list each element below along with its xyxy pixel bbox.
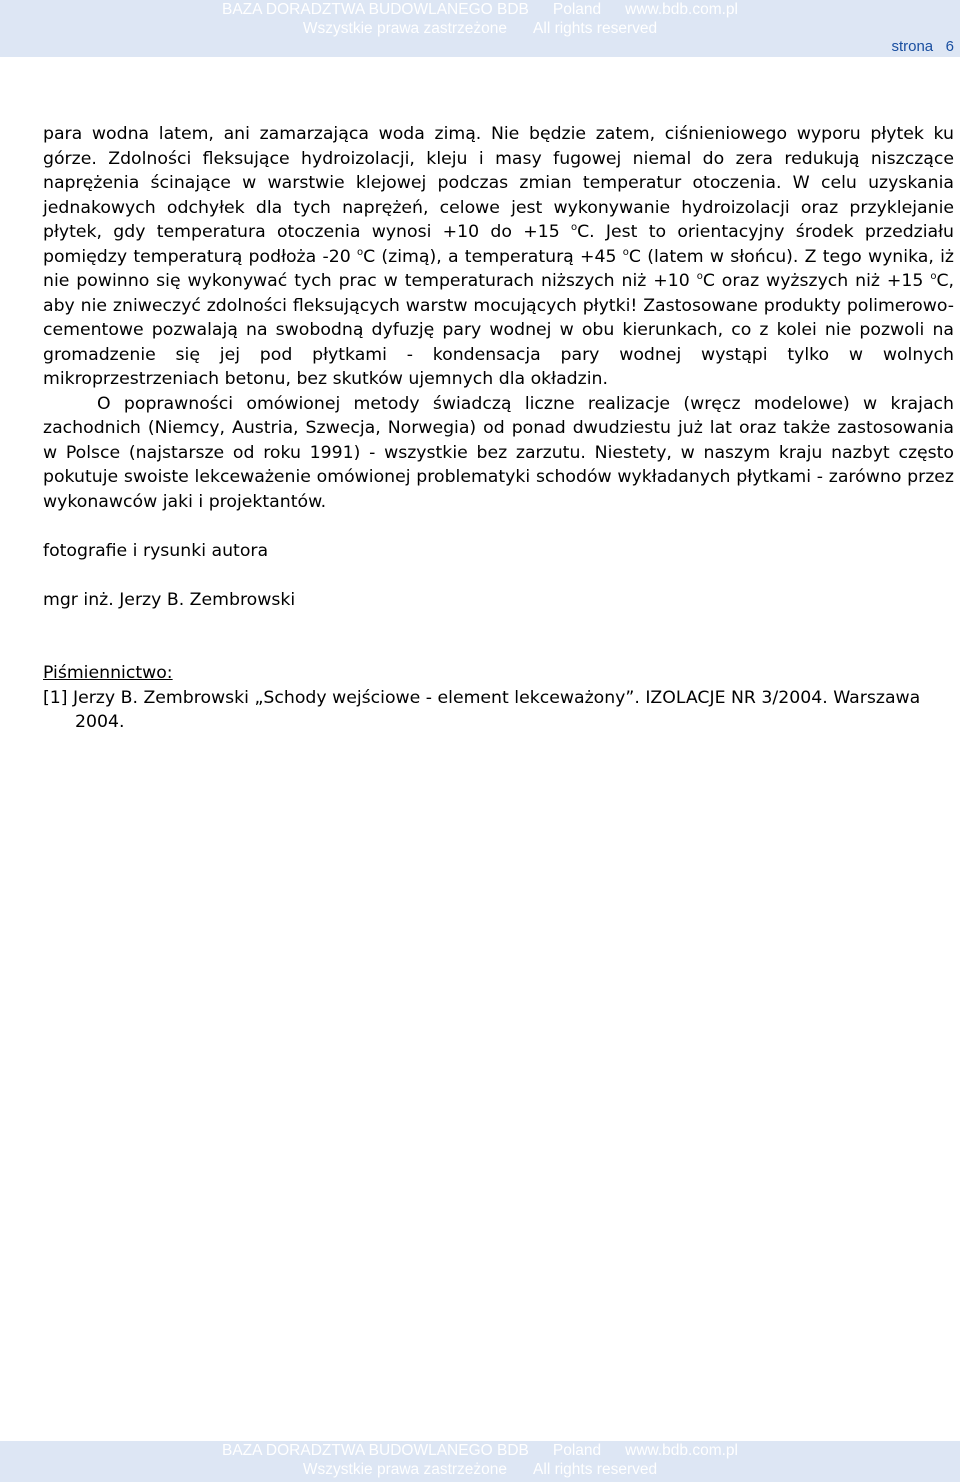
header-line-1 xyxy=(0,1,960,19)
references-heading xyxy=(43,661,954,686)
header-website: www.bdb.com.pl xyxy=(625,1,738,18)
footer-country: Poland xyxy=(552,1442,602,1459)
degree-mark: o xyxy=(696,271,703,282)
footer-org: BAZA DORADZTWA BUDOWLANEGO BDB xyxy=(221,1442,529,1459)
header-line-2 xyxy=(0,20,960,38)
paragraph-1 xyxy=(43,122,954,392)
footer-website: www.bdb.com.pl xyxy=(625,1442,738,1459)
page-number-value: 6 xyxy=(945,38,954,55)
p1-part-b: C. Jest to orientacyjny środek przedziału pomiędzy temperaturą podłoża -20 xyxy=(43,222,954,267)
header-rights-pl: Wszystkie prawa zastrzeżone xyxy=(302,20,508,37)
header-country: Poland xyxy=(552,1,602,18)
header-org: BAZA DORADZTWA BUDOWLANEGO BDB xyxy=(221,1,529,18)
p1-part-a: para wodna latem, ani zamarzająca woda zimą. Nie będzie zatem, ciśnieniowego wyporu płytek ku górze. Zdolności fleksujące hydroizolacji, kleju i masy fugowej niemal do zera redukują niszczące naprężenia ścinające w warstwie klejowej podczas zmian temperatur otoczenia. W celu uzyskania jednakowych odchyłek dla tych naprężeń, celowe jest wykonywanie hydroizolacji oraz przyklejanie płytek, gdy temperatura otoczenia wynosi +10 do +15 xyxy=(43,124,954,242)
article-body xyxy=(43,122,954,735)
author-name: mgr inż. Jerzy B. Zembrowski xyxy=(43,589,296,610)
footer-rights-en: All rights reserved xyxy=(533,1461,658,1478)
footer-line-1 xyxy=(0,1442,960,1460)
page-number xyxy=(891,38,954,55)
p1-part-d: C (latem w słońcu). Z tego wynika, iż nie powinno się wykonywać tych prac w temperaturach niższych niż +10 xyxy=(43,246,954,291)
page-footer xyxy=(0,1441,960,1482)
degree-mark: o xyxy=(622,246,629,258)
photo-credit: fotografie i rysunki autora xyxy=(43,540,269,561)
p1-part-e: C oraz wyższych niż +15 xyxy=(702,271,931,291)
p1-part-f: C, aby nie zniweczyć zdolności fleksujących warstw mocujących płytki! Zastosowane produkty polimerowo-cementowe pozwalają na swobodną dyfuzję pary wodnej w obu kierunkach, co z kolei nie pozwoli na gromadzenie się jej pod płytkami - kondensacja pary wodnej wystąpi tylko w wolnych mikroprzestrzeniach betonu, bez skutków ujemnych dla okładzin. xyxy=(43,271,954,389)
degree-mark: o xyxy=(356,246,364,258)
reference-item: [1] Jerzy B. Zembrowski „Schody wejściowe - element lekceważony”. IZOLACJE NR 3/2004. Warszawa 2004. xyxy=(43,687,921,732)
page-header xyxy=(0,0,960,57)
page-label: strona xyxy=(891,38,934,55)
paragraph-2: O poprawności omówionej metody świadczą liczne realizacje (wręcz modelowe) w krajach zachodnich (Niemcy, Austria, Szwecja, Norwegia) od ponad dwudziestu już lat oraz także zastosowania w Polsce (najstarsze od roku 1991) - wszystkie bez zarzutu. Niestety, w naszym kraju nazbyt często pokutuje swoiste lekceważenie omówionej problematyki schodów wykładanych płytkami - zarówno przez wykonawców jaki i projektantów. xyxy=(43,393,954,512)
footer-line-2 xyxy=(0,1461,960,1479)
degree-mark: o xyxy=(930,271,937,282)
header-rights-en: All rights reserved xyxy=(533,20,658,37)
degree-mark: o xyxy=(570,222,578,233)
p1-part-c: C (zimą), a temperaturą +45 xyxy=(363,246,623,267)
references-title: Piśmiennictwo: xyxy=(43,663,173,683)
footer-rights-pl: Wszystkie prawa zastrzeżone xyxy=(302,1461,508,1478)
